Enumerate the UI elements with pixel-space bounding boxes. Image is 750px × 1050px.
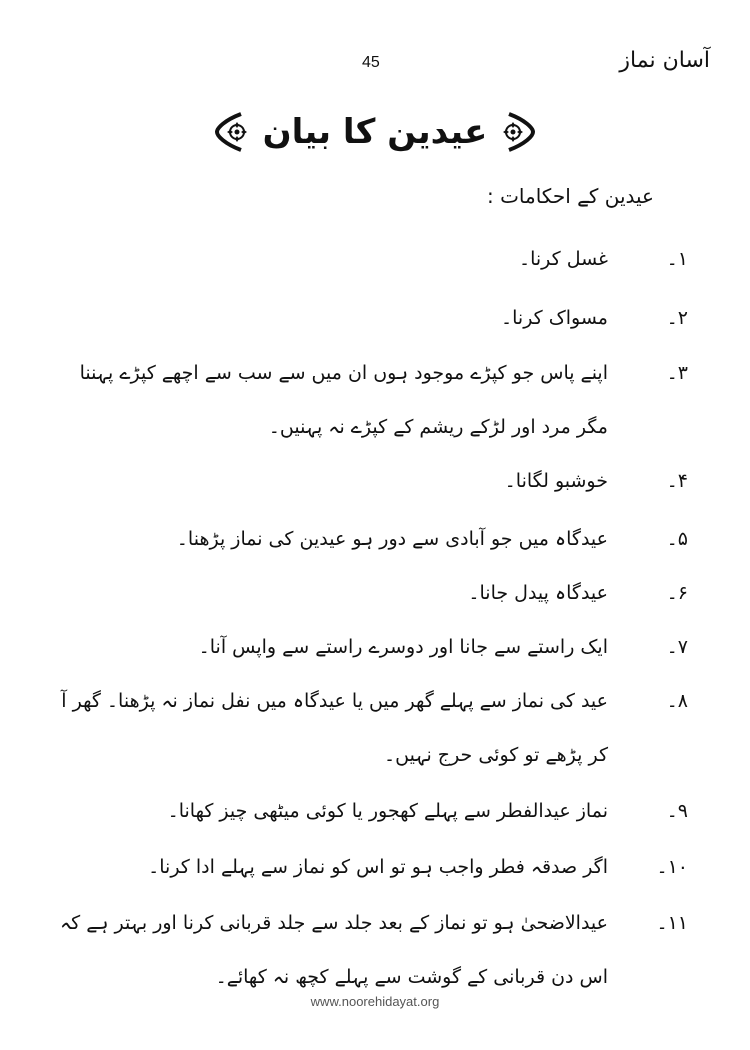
item-text: عیدگاہ میں جو آبادی سے دور ہو عیدین کی نماز پڑھنا۔	[176, 528, 608, 550]
left-ornament-icon	[207, 110, 255, 154]
chapter-heading	[0, 102, 750, 162]
item-number: ۱۔	[666, 248, 688, 270]
item-text: غسل کرنا۔	[518, 248, 608, 270]
item-text: عید کی نماز سے پہلے گھر میں یا عیدگاہ میں نفل نماز نہ پڑھنا۔ گھر آ کر پڑھے تو کوئی حرج نہیں۔	[61, 690, 608, 766]
heading-text: عیدین کا بیان	[262, 112, 488, 152]
website-footer: www.noorehidayat.org	[310, 994, 440, 1009]
item-number: ۹۔	[666, 800, 688, 822]
item-text: عیدالاضحیٰ ہو تو نماز کے بعد جلد سے جلد قربانی کرنا اور بہتر ہے کہ اس دن قربانی کے گوشت سے پہلے کچھ نہ کھائے۔	[60, 912, 608, 988]
item-text: ایک راستے سے جانا اور دوسرے راستے سے واپس آنا۔	[198, 636, 608, 658]
item-number: ۶۔	[666, 582, 688, 604]
item-text: مسواک کرنا۔	[500, 307, 608, 329]
item-number: ۵۔	[666, 528, 688, 550]
item-number: ۲۔	[666, 307, 688, 329]
item-text: خوشبو لگانا۔	[504, 470, 608, 492]
right-ornament-icon	[495, 110, 543, 154]
page-number: 45	[362, 54, 380, 71]
item-number: ۱۰۔	[656, 856, 688, 878]
item-number: ۳۔	[666, 362, 688, 384]
book-title: آسان نماز	[619, 48, 710, 73]
rulings-subheading: عیدین کے احکامات :	[486, 184, 654, 208]
item-number: ۸۔	[666, 690, 688, 712]
item-text: اگر صدقہ فطر واجب ہو تو اس کو نماز سے پہلے ادا کرنا۔	[148, 856, 608, 878]
item-text: نماز عیدالفطر سے پہلے کھجور یا کوئی میٹھی چیز کھانا۔	[167, 800, 608, 822]
item-number: ۴۔	[666, 470, 688, 492]
item-text: اپنے پاس جو کپڑے موجود ہوں ان میں سے سب سے اچھے کپڑے پہننا مگر مرد اور لڑکے ریشم کے کپڑے نہ پہنیں۔	[79, 362, 608, 438]
item-number: ۱۱۔	[656, 912, 688, 934]
item-number: ۷۔	[666, 636, 688, 658]
item-text: عیدگاہ پیدل جانا۔	[468, 582, 608, 604]
